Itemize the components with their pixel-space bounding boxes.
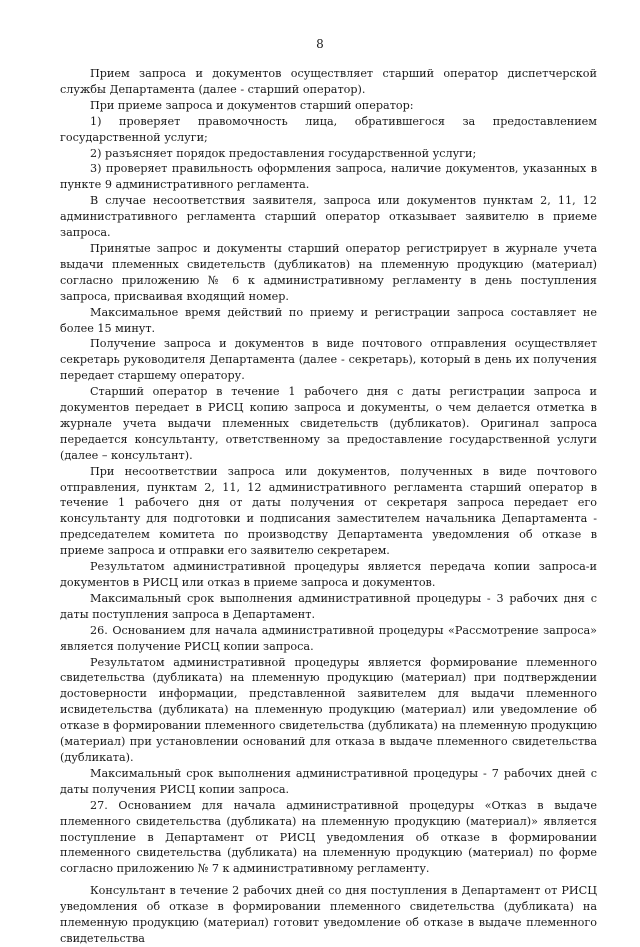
document-body	[60, 66, 597, 947]
paragraph: Максимальное время действий по приему и регистрации запроса составляет не более 15 минут.	[60, 305, 597, 335]
paragraph: 26. Основанием для начала административной процедуры «Рассмотрение запроса» является получение РИСЦ копии запроса.	[60, 623, 597, 653]
paragraph: Максимальный срок выполнения административной процедуры - 7 рабочих дней с даты получения РИСЦ копии запроса.	[60, 766, 597, 796]
paragraph: Получение запроса и документов в виде почтового отправления осуществляет секретарь руководителя Департамента (далее - секретарь), который в день их получения передает старшему оператору.	[60, 337, 597, 383]
paragraph: Принятые запрос и документы старший оператор регистрирует в журнале учета выдачи племенных свидетельств (дубликатов) на племенную продукцию (материал) согласно приложению № 6 к административному регламенту в день поступления запроса, присваивая входящий номер.	[60, 241, 597, 303]
paragraph: 3) проверяет правильность оформления запроса, наличие документов, указанных в пункте 9 административного регламента.	[60, 162, 597, 192]
paragraph: 2) разъясняет порядок предоставления государственной услуги;	[90, 146, 477, 160]
page-number: 8	[316, 37, 324, 51]
paragraph: При несоответствии запроса или документов, полученных в виде почтового отправления, пунктам 2, 11, 12 административного регламента старший оператор в течение 1 рабочего дня от даты получения от секретаря запроса передает его консультанту для подготовки и подписания заместителем начальника Департамента - председателем комитета по производству Департамента уведомления об отказе в приеме запроса и отправки его заявителю секретарем.	[60, 464, 597, 558]
paragraph: В случае несоответствия заявителя, запроса или документов пунктам 2, 11, 12 административного регламента старший оператор отказывает заявителю в приеме запроса.	[60, 194, 597, 240]
paragraph: Консультант в течение 2 рабочих дней со дня поступления в Департамент от РИСЦ уведомления об отказе в формировании племенного свидетельства (дубликата) на племенную продукцию (материал) готовит уведомление об отказе в выдаче племенного свидетельства	[60, 884, 597, 945]
paragraph: При приеме запроса и документов старший оператор:	[90, 98, 414, 112]
paragraph: Максимальный срок выполнения административной процедуры - 3 рабочих дня с даты поступления запроса в Департамент.	[60, 591, 597, 621]
paragraph: Результатом административной процедуры является передача копии запроса-и документов в РИСЦ или отказ в приеме запроса и документов.	[60, 560, 597, 589]
paragraph: Результатом административной процедуры является формирование племенного свидетельства (дубликата) на племенную продукцию (материал) при подтверждении достоверности информации, представленной заявителем для выдачи племенного исвидетельства (дубликата) на племенную продукцию (материал) или уведомление об отказе в формировании племенного свидетельства (дубликата) на племенную продукцию (материал) при установлении оснований для отказа в выдаче племенного свидетельства (дубликата).	[60, 655, 597, 764]
paragraph: Старший оператор в течение 1 рабочего дня с даты регистрации запроса и документов передает в РИСЦ копию запроса и документы, о чем делается отметка в журнале учета выдачи племенных свидетельств (дубликатов). Оригинал запроса передается консультанту, ответственному за предоставление государственной услуги (далее – консультант).	[60, 385, 597, 462]
paragraph: 27. Основанием для начала административной процедуры «Отказ в выдаче племенного свидетельства (дубликата) на племенную продукцию (материал)» является поступление в Департамент от РИСЦ уведомления об отказе в формировании племенного свидетельства (дубликата) на племенную продукцию (материал) по форме согласно приложению № 7 к административному регламенту.	[60, 798, 597, 876]
paragraph: 1) проверяет правомочность лица, обратившегося за предоставлением государственной услуги;	[60, 114, 597, 144]
paragraph: Прием запроса и документов осуществляет старший оператор диспетчерской службы Департамента (далее - старший оператор).	[60, 67, 597, 96]
